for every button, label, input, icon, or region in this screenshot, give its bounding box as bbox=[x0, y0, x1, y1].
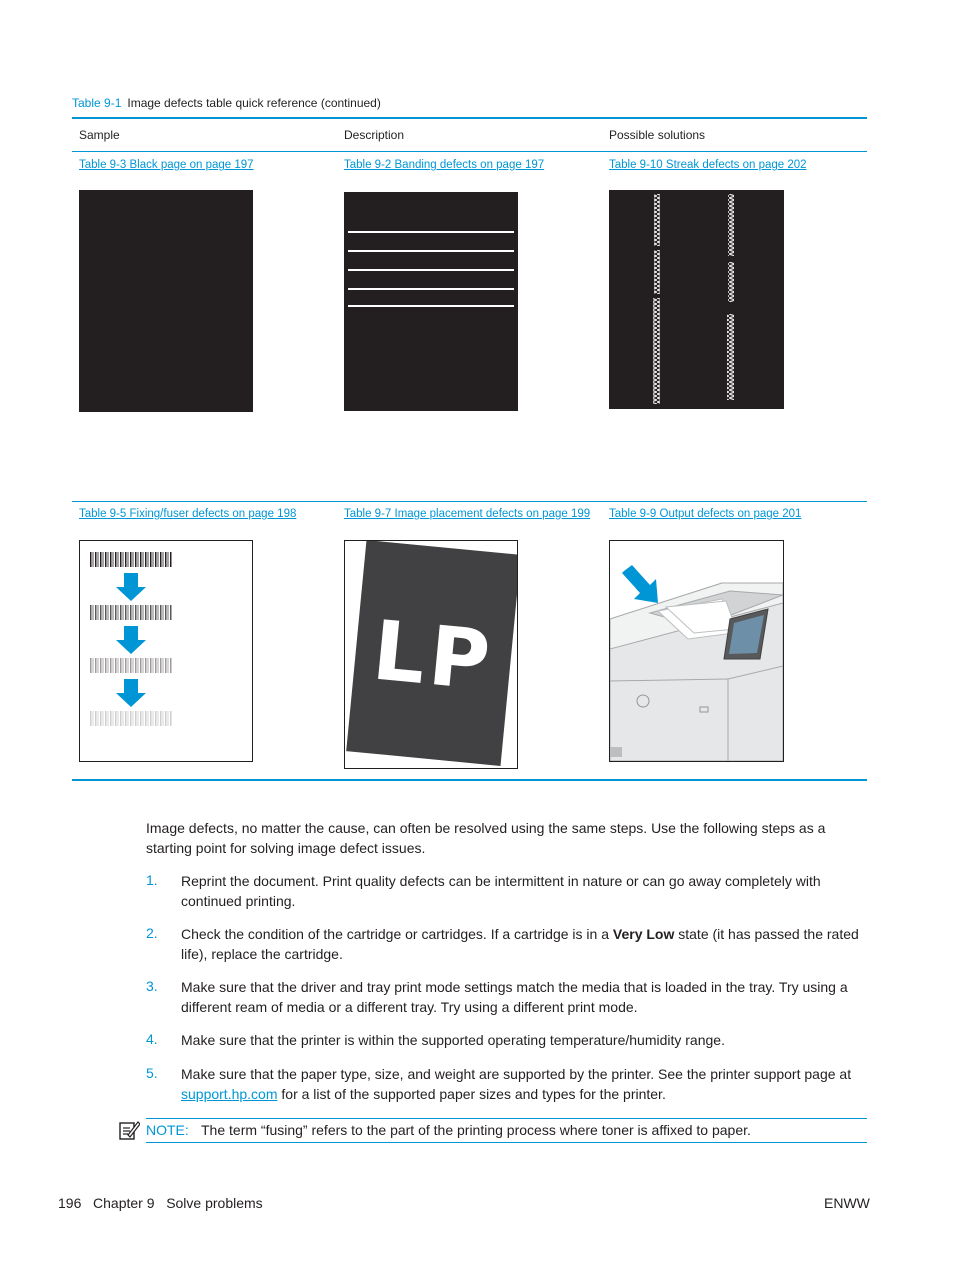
step-text: Make sure that the driver and tray print mode settings match the media that is loaded in the tray. Try using a different ream of media or a different tray. Try using a different print mode. bbox=[181, 979, 848, 1015]
page-number: 196 bbox=[58, 1195, 82, 1211]
note-bottom-rule bbox=[146, 1142, 867, 1143]
link-image-placement-defects[interactable]: Table 9-7 Image placement defects on page 199 bbox=[344, 508, 591, 520]
step-text bbox=[181, 924, 868, 964]
section-label: Solve problems bbox=[166, 1195, 263, 1211]
header-rule bbox=[72, 151, 867, 152]
band-line bbox=[348, 250, 514, 252]
step-text-segment: Check the condition of the cartridge or cartridges. If a cartridge is in a bbox=[181, 926, 613, 942]
skewed-page bbox=[346, 540, 518, 766]
row-divider bbox=[72, 501, 867, 502]
step-text: Reprint the document. Print quality defects can be intermittent in nature or can go away completely with continued printing. bbox=[181, 873, 821, 909]
printer-illustration bbox=[610, 541, 783, 761]
band-line bbox=[348, 231, 514, 233]
step-number: 2. bbox=[146, 925, 158, 941]
support-link[interactable]: support.hp.com bbox=[181, 1086, 278, 1102]
chapter-label: Chapter 9 bbox=[93, 1195, 155, 1211]
placement-sample-text: LP bbox=[368, 603, 498, 710]
step-number: 5. bbox=[146, 1065, 158, 1081]
step-number: 3. bbox=[146, 978, 158, 994]
link-black-page[interactable]: Table 9-3 Black page on page 197 bbox=[79, 159, 254, 171]
note-icon bbox=[118, 1119, 140, 1141]
streak-sample-image bbox=[609, 190, 784, 409]
link-banding-defects[interactable]: Table 9-2 Banding defects on page 197 bbox=[344, 159, 545, 171]
note-text: The term “fusing” refers to the part of the printing process where toner is affixed to paper. bbox=[201, 1122, 751, 1138]
streak-lines bbox=[609, 190, 784, 409]
step-text: Make sure that the printer is within the supported operating temperature/humidity range. bbox=[181, 1032, 725, 1048]
black-page-sample-image bbox=[79, 190, 253, 412]
very-low-term: Very Low bbox=[612, 926, 675, 942]
step-text-segment: state (it has passed the rated life), replace the cartridge. bbox=[181, 926, 859, 962]
link-output-defects[interactable]: Table 9-9 Output defects on page 201 bbox=[609, 508, 802, 520]
output-sample-image bbox=[609, 540, 784, 762]
table-title: Image defects table quick reference (continued) bbox=[127, 96, 381, 110]
step-text-segment: for a list of the supported paper sizes and types for the printer. bbox=[277, 1086, 666, 1102]
intro-paragraph: Image defects, no matter the cause, can often be resolved using the same steps. Use the following steps as a starting point for solving image defect issues. bbox=[146, 820, 826, 856]
placement-sample-image bbox=[344, 540, 518, 769]
step-text bbox=[181, 1064, 868, 1104]
banding-sample-image bbox=[344, 192, 518, 411]
table-bottom-rule bbox=[72, 779, 867, 781]
step-number: 4. bbox=[146, 1031, 158, 1047]
page-footer bbox=[58, 1195, 263, 1211]
fuser-sample-image bbox=[79, 540, 253, 762]
column-header-solutions: Possible solutions bbox=[609, 128, 706, 142]
note-top-rule bbox=[146, 1118, 867, 1119]
table-number: Table 9-1 bbox=[72, 96, 122, 110]
step-number: 1. bbox=[146, 872, 158, 888]
table-caption bbox=[72, 96, 381, 110]
band-line bbox=[348, 305, 514, 307]
band-line bbox=[348, 269, 514, 271]
link-fixing-fuser-defects[interactable]: Table 9-5 Fixing/fuser defects on page 198 bbox=[79, 508, 297, 520]
table-top-rule bbox=[72, 117, 867, 119]
fuser-barcodes bbox=[80, 541, 252, 761]
footer-right-label: ENWW bbox=[824, 1195, 870, 1211]
note-label: NOTE: bbox=[146, 1122, 189, 1138]
link-streak-defects[interactable]: Table 9-10 Streak defects on page 202 bbox=[609, 159, 807, 171]
column-header-description: Description bbox=[344, 128, 405, 142]
step-text-segment: Make sure that the paper type, size, and weight are supported by the printer. See the printer support page at bbox=[181, 1066, 852, 1082]
band-line bbox=[348, 288, 514, 290]
column-header-sample: Sample bbox=[79, 128, 120, 142]
